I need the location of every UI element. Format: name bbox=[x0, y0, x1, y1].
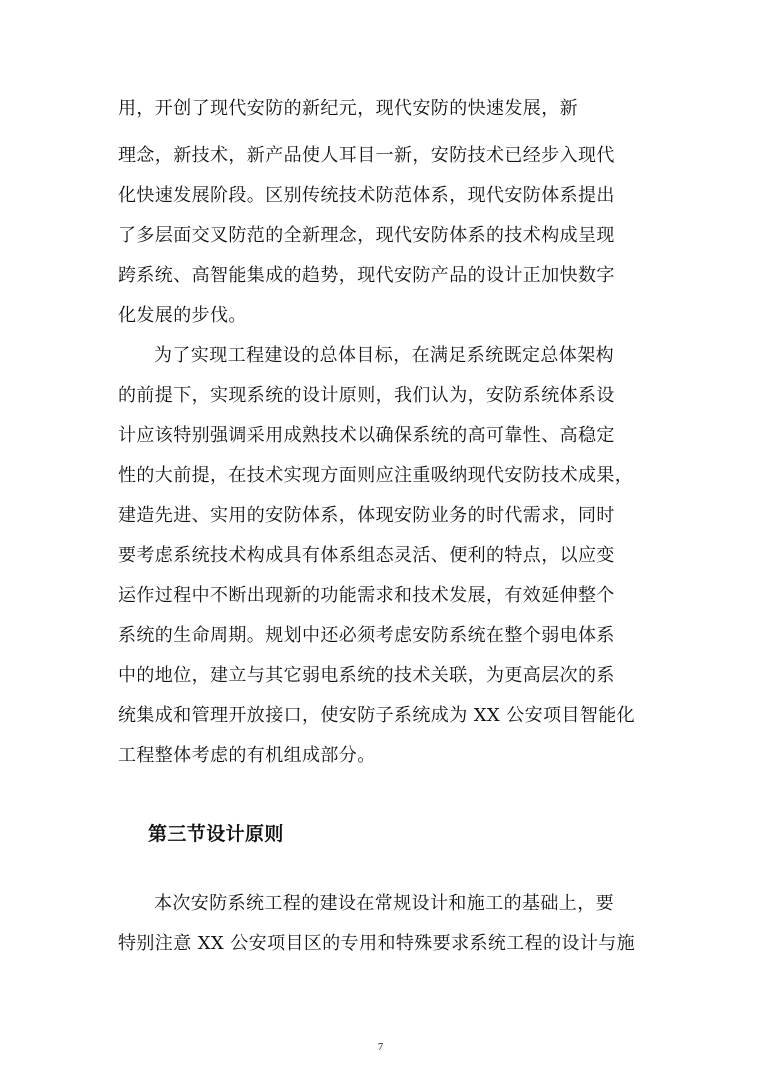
paragraph-2-line-9: 中的地位，建立与其它弱电系统的技术关联，为更高层次的系 bbox=[118, 665, 615, 686]
paragraph-3-line-2: 特别注意 XX 公安项目区的专用和特殊要求系统工程的设计与施 bbox=[118, 933, 636, 954]
section-heading: 第三节设计原则 bbox=[148, 823, 284, 845]
paragraph-2-line-4: 性的大前提，在技术实现方面则应注重吸纳现代安防技术成果， bbox=[118, 465, 634, 486]
paragraph-2-line-1: 为了实现工程建设的总体目标，在满足系统既定总体架构 bbox=[154, 345, 614, 366]
paragraph-1-line-1: 用，开创了现代安防的新纪元，现代安防的快速发展，新 bbox=[118, 98, 578, 119]
paragraph-1-line-6: 化发展的步伐。 bbox=[118, 305, 247, 326]
paragraph-2-line-6: 要考虑系统技术构成具有体系组态灵活、便利的特点，以应变 bbox=[118, 545, 615, 566]
paragraph-1-line-3: 化快速发展阶段。区别传统技术防范体系，现代安防体系提出 bbox=[118, 185, 615, 206]
paragraph-3-line-1: 本次安防系统工程的建设在常规设计和施工的基础上，要 bbox=[154, 893, 614, 914]
paragraph-2-line-5: 建造先进、实用的安防体系，体现安防业务的时代需求，同时 bbox=[118, 505, 615, 526]
paragraph-2-line-7: 运作过程中不断出现新的功能需求和技术发展，有效延伸整个 bbox=[118, 585, 615, 606]
paragraph-2-line-10: 统集成和管理开放接口，使安防子系统成为 XX 公安项目智能化 bbox=[118, 705, 636, 726]
page-number: 7 bbox=[377, 1041, 384, 1053]
paragraph-2-line-2: 的前提下，实现系统的设计原则，我们认为，安防系统体系设 bbox=[118, 385, 615, 406]
paragraph-1-line-4: 了多层面交叉防范的全新理念，现代安防体系的技术构成呈现 bbox=[118, 225, 615, 246]
paragraph-2-line-11: 工程整体考虑的有机组成部分。 bbox=[118, 745, 376, 766]
paragraph-2-line-8: 系统的生命周期。规划中还必须考虑安防系统在整个弱电体系 bbox=[118, 625, 615, 646]
paragraph-1-line-5: 跨系统、高智能集成的趋势，现代安防产品的设计正加快数字 bbox=[118, 265, 615, 286]
paragraph-2-line-3: 计应该特别强调采用成熟技术以确保系统的高可靠性、高稳定 bbox=[118, 425, 615, 446]
paragraph-1-line-2: 理念，新技术，新产品使人耳目一新，安防技术已经步入现代 bbox=[118, 145, 615, 166]
